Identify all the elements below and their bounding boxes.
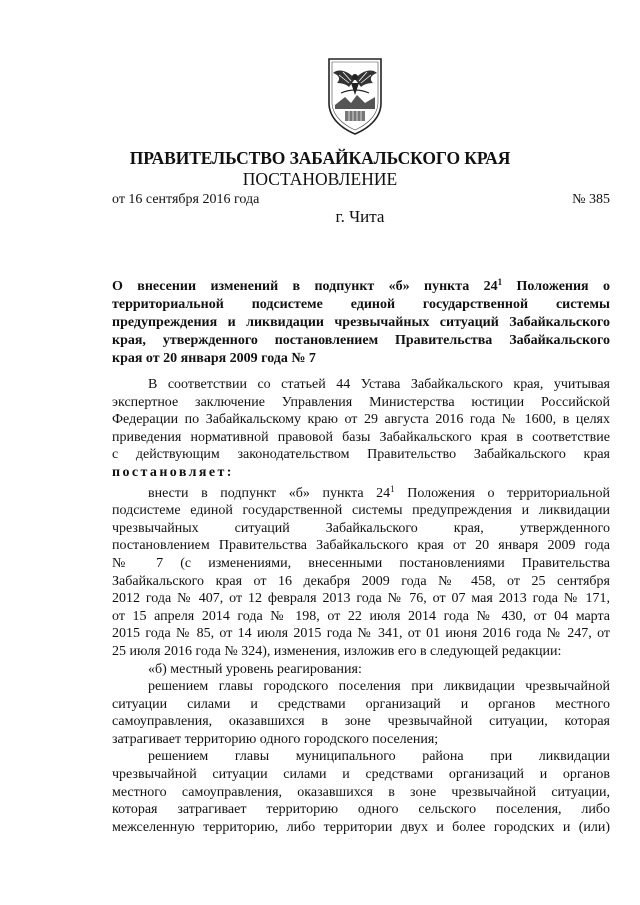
paragraph-text: Положения о территориальной [394, 485, 610, 501]
paragraph-line: 2012 года № 407, от 12 февраля 2013 года № 76, от 07 мая 2013 года № 171, [112, 591, 610, 607]
paragraph-line: «б) местный уровень реагирования: [148, 661, 362, 677]
title-line: края от 20 января 2009 года № 7 [112, 351, 316, 366]
paragraph-line: местного самоуправления, оказавшихся в зоне чрезвычайной ситуации, [112, 784, 610, 800]
document-city: г. Чита [335, 207, 385, 226]
paragraph-line: чрезвычайной ситуации силами и средствами организаций и органов [112, 767, 610, 783]
preamble-line: Федерации по Забайкальскому краю от 29 августа 2016 года № 1600, в целях [112, 412, 610, 428]
paragraph-line: межселенную территорию, либо территории двух и более городских и (или) [112, 819, 610, 835]
paragraph-line: которая затрагивает территорию одного сельского поселения, либо [112, 802, 610, 818]
title-text: О внесении изменений в подпункт «б» пункта 24 [112, 279, 498, 294]
paragraph-line: Забайкальского края от 16 декабря 2009 года № 458, от 25 сентября [112, 573, 610, 589]
superscript: 1 [497, 277, 503, 287]
organization-name: ПРАВИТЕЛЬСТВО ЗАБАЙКАЛЬСКОГО КРАЯ [129, 148, 511, 168]
paragraph-line: подсистеме единой государственной системы предупреждения и ликвидации [112, 503, 610, 519]
resolves-word: постановляет: [112, 464, 234, 480]
paragraph-line: ситуации силами и средствами организаций и органов местного [112, 696, 610, 712]
paragraph-line: затрагивает территорию одного городского поселения; [112, 731, 439, 747]
paragraph-line: решением главы муниципального района при ликвидации [148, 749, 610, 765]
preamble-line: В соответствии со статьей 44 Устава Забайкальского края, учитывая [148, 377, 610, 392]
paragraph-line: самоуправления, оказавшихся в зоне чрезвычайной ситуации, которая [112, 714, 610, 730]
document-type: ПОСТАНОВЛЕНИЕ [242, 169, 398, 189]
title-line: территориальной подсистеме единой государственной системы [112, 297, 610, 312]
preamble-line: приведения нормативной правовой базы Забайкальского края в соответствие [112, 429, 610, 445]
paragraph-line: 2015 года № 85, от 14 июля 2015 года № 341, от 01 июня 2016 года № 247, от [112, 626, 610, 642]
paragraph-line: чрезвычайных ситуаций Забайкальского края, утвержденного [112, 520, 610, 536]
document-date: от 16 сентября 2016 года [112, 192, 260, 207]
paragraph-line: решением главы городского поселения при ликвидации чрезвычайной [148, 679, 610, 695]
paragraph-text: внести в подпункт «б» пункта 24 [148, 485, 391, 501]
coat-of-arms-icon [327, 57, 383, 135]
title-text: Положения о [502, 279, 610, 294]
superscript: 1 [390, 483, 395, 494]
document-number: № 385 [572, 192, 610, 207]
paragraph-line: от 15 апреля 2014 года № 198, от 22 июля 2014 года № 430, от 04 марта [112, 608, 610, 624]
paragraph-line: 25 июля 2016 года № 324), изменения, изложив его в следующей редакции: [112, 643, 562, 659]
paragraph-line: постановлением Правительства Забайкальского края от 20 января 2009 года [112, 538, 610, 554]
paragraph-line: № 7 (с изменениями, внесенными постановлениями Правительства [112, 555, 610, 571]
title-line [112, 278, 610, 296]
preamble-line: экспертное заключение Управления Министерства юстиции Российской [112, 394, 610, 410]
paragraph-line [112, 485, 610, 503]
preamble-line: с действующим законодательством Правительство Забайкальского края [112, 447, 610, 463]
resolves-line [112, 464, 610, 482]
title-line: края, утвержденного постановлением Правительства Забайкальского [112, 333, 610, 348]
title-line: предупреждения и ликвидации чрезвычайных ситуаций Забайкальского [112, 315, 610, 330]
document-body [112, 376, 610, 836]
document-title [112, 278, 610, 368]
